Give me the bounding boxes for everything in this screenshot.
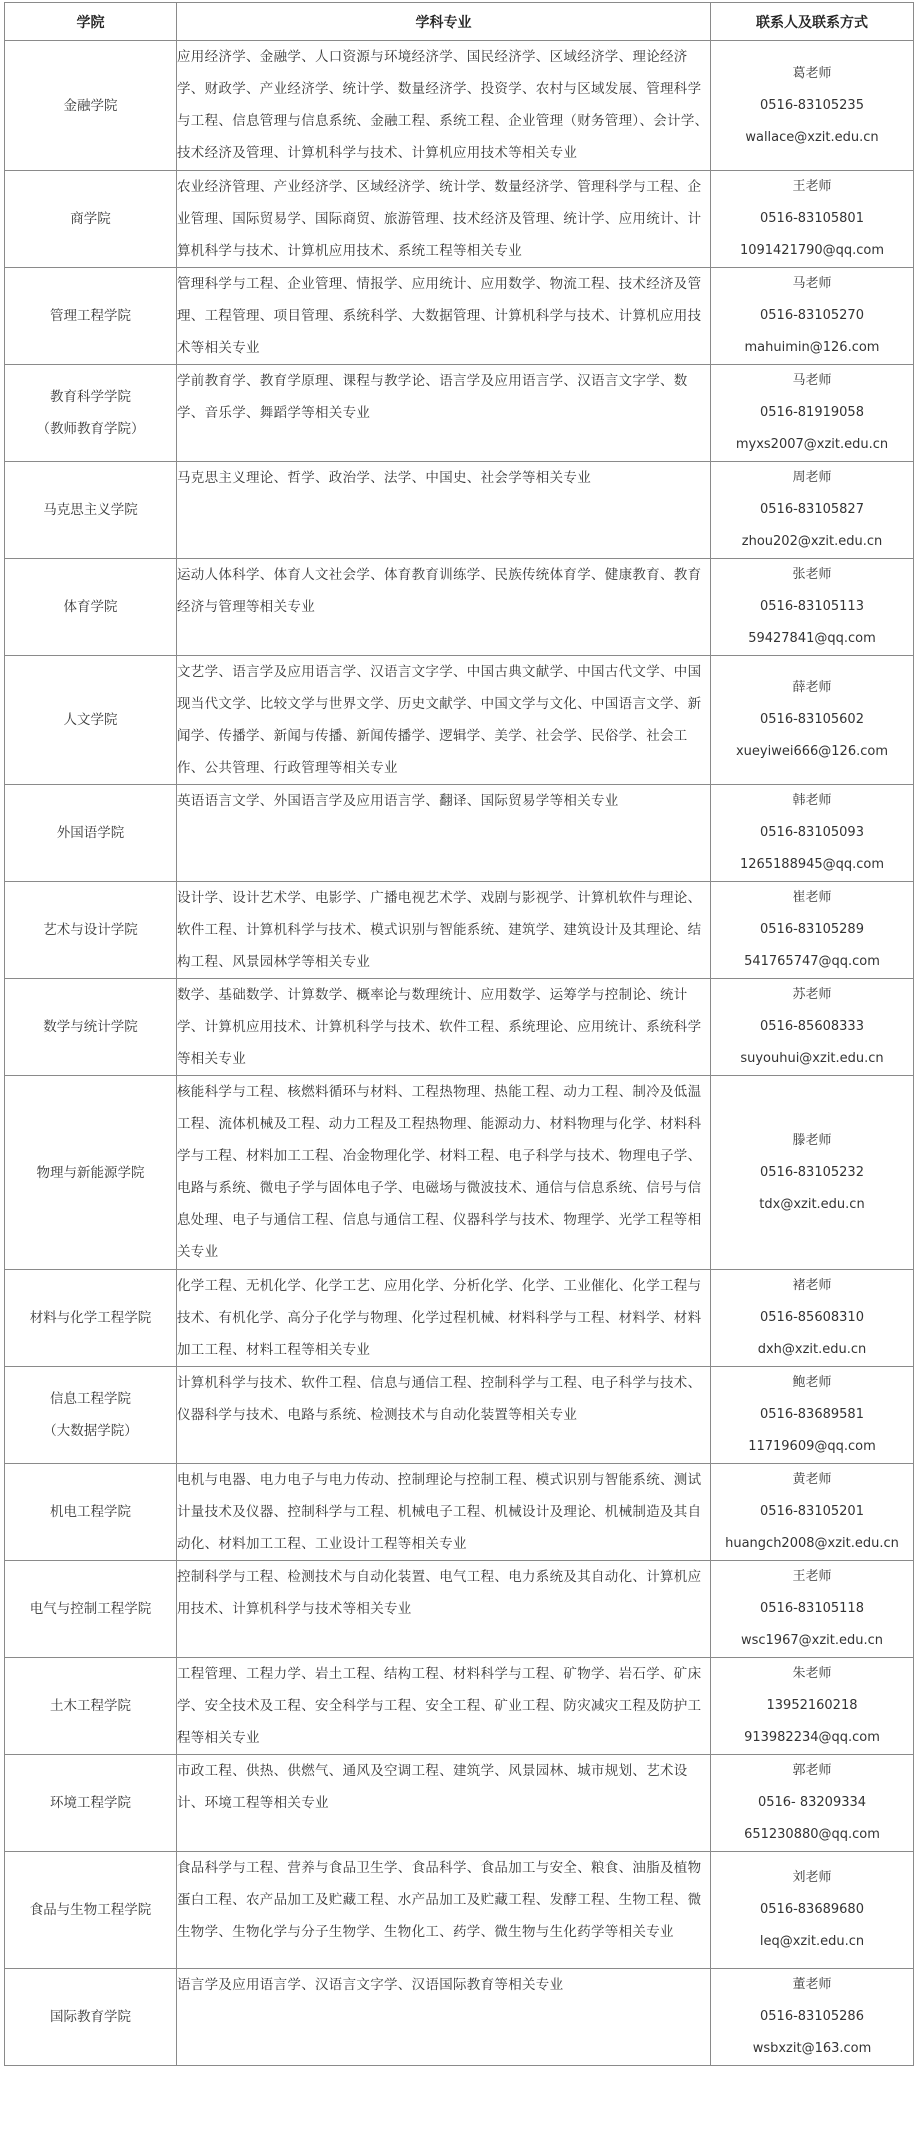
contact-cell: [711, 979, 914, 1076]
contact-phone: 0516-83105827: [760, 502, 864, 517]
contact-person: 黄老师: [792, 1472, 832, 1487]
college-cell: [5, 1367, 177, 1464]
majors-cell: 计算机科学与技术、软件工程、信息与通信工程、控制科学与工程、电子科学与技术、仪器科学与技术、电路与系统、检测技术与自动化装置等相关专业: [177, 1367, 711, 1464]
contact-person: 郭老师: [792, 1763, 832, 1778]
contact-cell: [711, 559, 914, 656]
contact-phone: 0516-83105602: [760, 712, 864, 727]
contact-person: 刘老师: [792, 1870, 832, 1885]
college-cell: [5, 979, 177, 1076]
contact-cell: [711, 1561, 914, 1658]
college-name: 食品与生物工程学院: [29, 1902, 152, 1918]
contact-email: 1265188945@qq.com: [739, 857, 885, 872]
college-cell: [5, 1658, 177, 1755]
college-cell: [5, 365, 177, 462]
contact-phone: 0516-83105286: [760, 2009, 864, 2024]
contact-email: huangch2008@xzit.edu.cn: [725, 1536, 899, 1551]
contact-phone: 0516-81919058: [760, 405, 864, 420]
contact-phone: 0516-83689581: [760, 1407, 864, 1422]
college-cell: [5, 268, 177, 365]
header-majors: 学科专业: [177, 3, 711, 41]
contact-email: 1091421790@qq.com: [739, 243, 885, 258]
contact-person: 褚老师: [792, 1278, 832, 1293]
contact-phone: 0516-83105113: [760, 599, 864, 614]
college-name: 数学与统计学院: [43, 1019, 138, 1035]
table-row: [5, 462, 914, 559]
contact-phone: 0516-83689680: [760, 1902, 864, 1917]
majors-cell: 英语语言文学、外国语言学及应用语言学、翻译、国际贸易学等相关专业: [177, 785, 711, 882]
contact-email: 913982234@qq.com: [744, 1730, 880, 1745]
majors-cell: 学前教育学、教育学原理、课程与教学论、语言学及应用语言学、汉语言文字学、数学、音乐学、舞蹈学等相关专业: [177, 365, 711, 462]
college-cell: [5, 559, 177, 656]
college-cell: [5, 882, 177, 979]
college-name: 体育学院: [63, 599, 118, 615]
table-row: [5, 656, 914, 785]
college-cell: [5, 1561, 177, 1658]
contact-email: wsbxzit@163.com: [752, 2041, 872, 2056]
table-row: [5, 559, 914, 656]
table-row: [5, 1464, 914, 1561]
majors-cell: 设计学、设计艺术学、电影学、广播电视艺术学、戏剧与影视学、计算机软件与理论、软件工程、计算机科学与技术、模式识别与智能系统、建筑学、建筑设计及其理论、结构工程、风景园林学等相关专业: [177, 882, 711, 979]
contact-person: 崔老师: [792, 890, 832, 905]
contact-email: tdx@xzit.edu.cn: [759, 1196, 865, 1212]
college-cell: [5, 1076, 177, 1270]
contact-cell: [711, 462, 914, 559]
header-contact: 联系人及联系方式: [711, 3, 914, 41]
college-name: 物理与新能源学院: [36, 1164, 145, 1181]
majors-cell: 马克思主义理论、哲学、政治学、法学、中国史、社会学等相关专业: [177, 462, 711, 559]
table-row: [5, 1367, 914, 1464]
college-name: 商学院: [70, 211, 111, 227]
majors-cell: 电机与电器、电力电子与电力传动、控制理论与控制工程、模式识别与智能系统、测试计量技术及仪器、控制科学与工程、机械电子工程、机械设计及理论、机械制造及其自动化、材料加工工程、工业设计工程等相关专业: [177, 1464, 711, 1561]
college-name: 艺术与设计学院: [43, 922, 138, 938]
contact-email: leq@xzit.edu.cn: [759, 1934, 865, 1949]
contact-cell: [711, 41, 914, 171]
college-name: 环境工程学院: [50, 1795, 131, 1811]
table-row: [5, 1755, 914, 1852]
majors-cell: 控制科学与工程、检测技术与自动化装置、电气工程、电力系统及其自动化、计算机应用技术、计算机科学与技术等相关专业: [177, 1561, 711, 1658]
contact-email: 11719609@qq.com: [748, 1439, 876, 1454]
recruitment-table: [4, 2, 914, 2066]
header-college: 学院: [5, 3, 177, 41]
contact-cell: [711, 1755, 914, 1852]
contact-person: 朱老师: [792, 1666, 832, 1681]
contact-phone: 0516- 83209334: [757, 1795, 867, 1810]
contact-email: suyouhui@xzit.edu.cn: [740, 1051, 884, 1066]
college-cell: [5, 1969, 177, 2066]
contact-person: 董老师: [792, 1977, 832, 1992]
majors-cell: 语言学及应用语言学、汉语言文字学、汉语国际教育等相关专业: [177, 1969, 711, 2066]
college-cell: [5, 1270, 177, 1367]
contact-phone: 0516-83105201: [760, 1504, 864, 1519]
contact-phone: 0516-83105232: [760, 1164, 864, 1180]
majors-cell: 应用经济学、金融学、人口资源与环境经济学、国民经济学、区域经济学、理论经济学、财政学、产业经济学、统计学、数量经济学、投资学、农村与区域发展、管理科学与工程、信息管理与信息系统、金融工程、系统工程、企业管理（财务管理）、会计学、技术经济及管理、计算机科学与技术、计算机应用技术等相关专业: [177, 41, 711, 171]
college-name: 电气与控制工程学院: [29, 1601, 152, 1617]
contact-phone: 13952160218: [766, 1698, 858, 1713]
table-row: [5, 1270, 914, 1367]
contact-phone: 0516-83105801: [760, 211, 864, 226]
contact-email: dxh@xzit.edu.cn: [757, 1342, 867, 1357]
contact-phone: 0516-83105289: [760, 922, 864, 937]
college-cell: [5, 656, 177, 785]
contact-phone: 0516-85608333: [760, 1019, 864, 1034]
table-row: [5, 882, 914, 979]
contact-cell: [711, 1852, 914, 1969]
table-row: [5, 1561, 914, 1658]
contact-phone: 0516-83105270: [760, 308, 864, 323]
contact-cell: [711, 268, 914, 365]
contact-email: mahuimin@126.com: [744, 340, 880, 355]
contact-person: 周老师: [792, 470, 832, 485]
contact-email: wallace@xzit.edu.cn: [745, 129, 879, 145]
contact-cell: [711, 365, 914, 462]
college-name: （教师教育学院）: [36, 421, 145, 437]
college-name: 管理工程学院: [50, 308, 131, 324]
contact-cell: [711, 1367, 914, 1464]
college-cell: [5, 1852, 177, 1969]
contact-person: 苏老师: [792, 987, 832, 1002]
college-name: 教育科学学院: [50, 389, 131, 405]
majors-cell: 市政工程、供热、供燃气、通风及空调工程、建筑学、风景园林、城市规划、艺术设计、环境工程等相关专业: [177, 1755, 711, 1852]
table-row: [5, 41, 914, 171]
contact-cell: [711, 656, 914, 785]
contact-cell: [711, 171, 914, 268]
college-cell: [5, 171, 177, 268]
contact-phone: 0516-83105235: [760, 97, 864, 113]
contact-phone: 0516-83105118: [760, 1601, 864, 1616]
contact-cell: [711, 882, 914, 979]
contact-email: 541765747@qq.com: [744, 954, 880, 969]
college-name: （大数据学院）: [43, 1423, 138, 1439]
majors-cell: 食品科学与工程、营养与食品卫生学、食品科学、食品加工与安全、粮食、油脂及植物蛋白工程、农产品加工及贮藏工程、水产品加工及贮藏工程、发酵工程、生物工程、微生物学、生物化学与分子生物学、生物化工、药学、微生物与生化药学等相关专业: [177, 1852, 711, 1969]
contact-person: 王老师: [792, 179, 832, 194]
table-row: [5, 785, 914, 882]
contact-cell: [711, 1658, 914, 1755]
college-name: 国际教育学院: [50, 2009, 131, 2025]
contact-person: 鲍老师: [792, 1375, 832, 1390]
contact-email: myxs2007@xzit.edu.cn: [735, 437, 889, 452]
majors-cell: 数学、基础数学、计算数学、概率论与数理统计、应用数学、运筹学与控制论、统计学、计算机应用技术、计算机科学与技术、软件工程、系统理论、应用统计、系统科学等相关专业: [177, 979, 711, 1076]
contact-person: 葛老师: [792, 65, 832, 81]
college-name: 土木工程学院: [50, 1698, 131, 1714]
college-name: 机电工程学院: [50, 1504, 131, 1520]
table-row: [5, 979, 914, 1076]
contact-email: 59427841@qq.com: [748, 631, 876, 646]
table-row: [5, 171, 914, 268]
contact-person: 马老师: [792, 373, 832, 388]
contact-phone: 0516-85608310: [760, 1310, 864, 1325]
contact-cell: [711, 1464, 914, 1561]
table-header-row: [5, 3, 914, 41]
contact-email: wsc1967@xzit.edu.cn: [740, 1633, 883, 1648]
contact-person: 薛老师: [792, 680, 832, 695]
contact-person: 王老师: [792, 1569, 832, 1584]
college-cell: [5, 1464, 177, 1561]
college-name: 信息工程学院: [50, 1391, 131, 1407]
contact-email: xueyiwei666@126.com: [735, 744, 888, 759]
majors-cell: 管理科学与工程、企业管理、情报学、应用统计、应用数学、物流工程、技术经济及管理、工程管理、项目管理、系统科学、大数据管理、计算机科学与技术、计算机应用技术等相关专业: [177, 268, 711, 365]
college-cell: [5, 41, 177, 171]
contact-cell: [711, 1270, 914, 1367]
table-row: [5, 365, 914, 462]
college-cell: [5, 785, 177, 882]
contact-cell: [711, 1969, 914, 2066]
college-cell: [5, 1755, 177, 1852]
contact-person: 张老师: [792, 567, 832, 582]
majors-cell: 运动人体科学、体育人文社会学、体育教育训练学、民族传统体育学、健康教育、教育经济与管理等相关专业: [177, 559, 711, 656]
college-name: 材料与化学工程学院: [29, 1310, 152, 1326]
college-name: 金融学院: [63, 97, 118, 114]
majors-cell: 工程管理、工程力学、岩土工程、结构工程、材料科学与工程、矿物学、岩石学、矿床学、安全技术及工程、安全科学与工程、安全工程、矿业工程、防灾减灾工程及防护工程等相关专业: [177, 1658, 711, 1755]
contact-person: 韩老师: [792, 793, 832, 808]
college-name: 外国语学院: [56, 825, 125, 841]
contact-email: 651230880@qq.com: [744, 1827, 880, 1842]
contact-person: 马老师: [792, 276, 832, 291]
contact-cell: [711, 1076, 914, 1270]
college-name: 人文学院: [63, 712, 118, 728]
majors-cell: 农业经济管理、产业经济学、区域经济学、统计学、数量经济学、管理科学与工程、企业管理、国际贸易学、国际商贸、旅游管理、技术经济及管理、统计学、应用统计、计算机科学与技术、计算机应用技术、系统工程等相关专业: [177, 171, 711, 268]
contact-person: 滕老师: [792, 1132, 832, 1148]
college-name: 马克思主义学院: [43, 502, 138, 518]
majors-cell: 文艺学、语言学及应用语言学、汉语言文字学、中国古典文献学、中国古代文学、中国现当代文学、比较文学与世界文学、历史文献学、中国文学与文化、中国语言文学、新闻学、传播学、新闻与传播、新闻传播学、逻辑学、美学、社会学、民俗学、社会工作、公共管理、行政管理等相关专业: [177, 656, 711, 785]
contact-cell: [711, 785, 914, 882]
table-row: [5, 268, 914, 365]
contact-email: zhou202@xzit.edu.cn: [741, 534, 883, 549]
contact-phone: 0516-83105093: [760, 825, 864, 840]
college-cell: [5, 462, 177, 559]
table-row: [5, 1852, 914, 1969]
table-row: [5, 1658, 914, 1755]
table-row: [5, 1969, 914, 2066]
majors-cell: 核能科学与工程、核燃料循环与材料、工程热物理、热能工程、动力工程、制冷及低温工程、流体机械及工程、动力工程及工程热物理、能源动力、材料物理与化学、材料科学与工程、材料加工工程、冶金物理化学、材料工程、电子科学与技术、物理电子学、电路与系统、微电子学与固体电子学、电磁场与微波技术、通信与信息系统、信号与信息处理、电子与通信工程、信息与通信工程、仪器科学与技术、物理学、光学工程等相关专业: [177, 1076, 711, 1270]
majors-cell: 化学工程、无机化学、化学工艺、应用化学、分析化学、化学、工业催化、化学工程与技术、有机化学、高分子化学与物理、化学过程机械、材料科学与工程、材料学、材料加工工程、材料工程等相关专业: [177, 1270, 711, 1367]
table-row: [5, 1076, 914, 1270]
